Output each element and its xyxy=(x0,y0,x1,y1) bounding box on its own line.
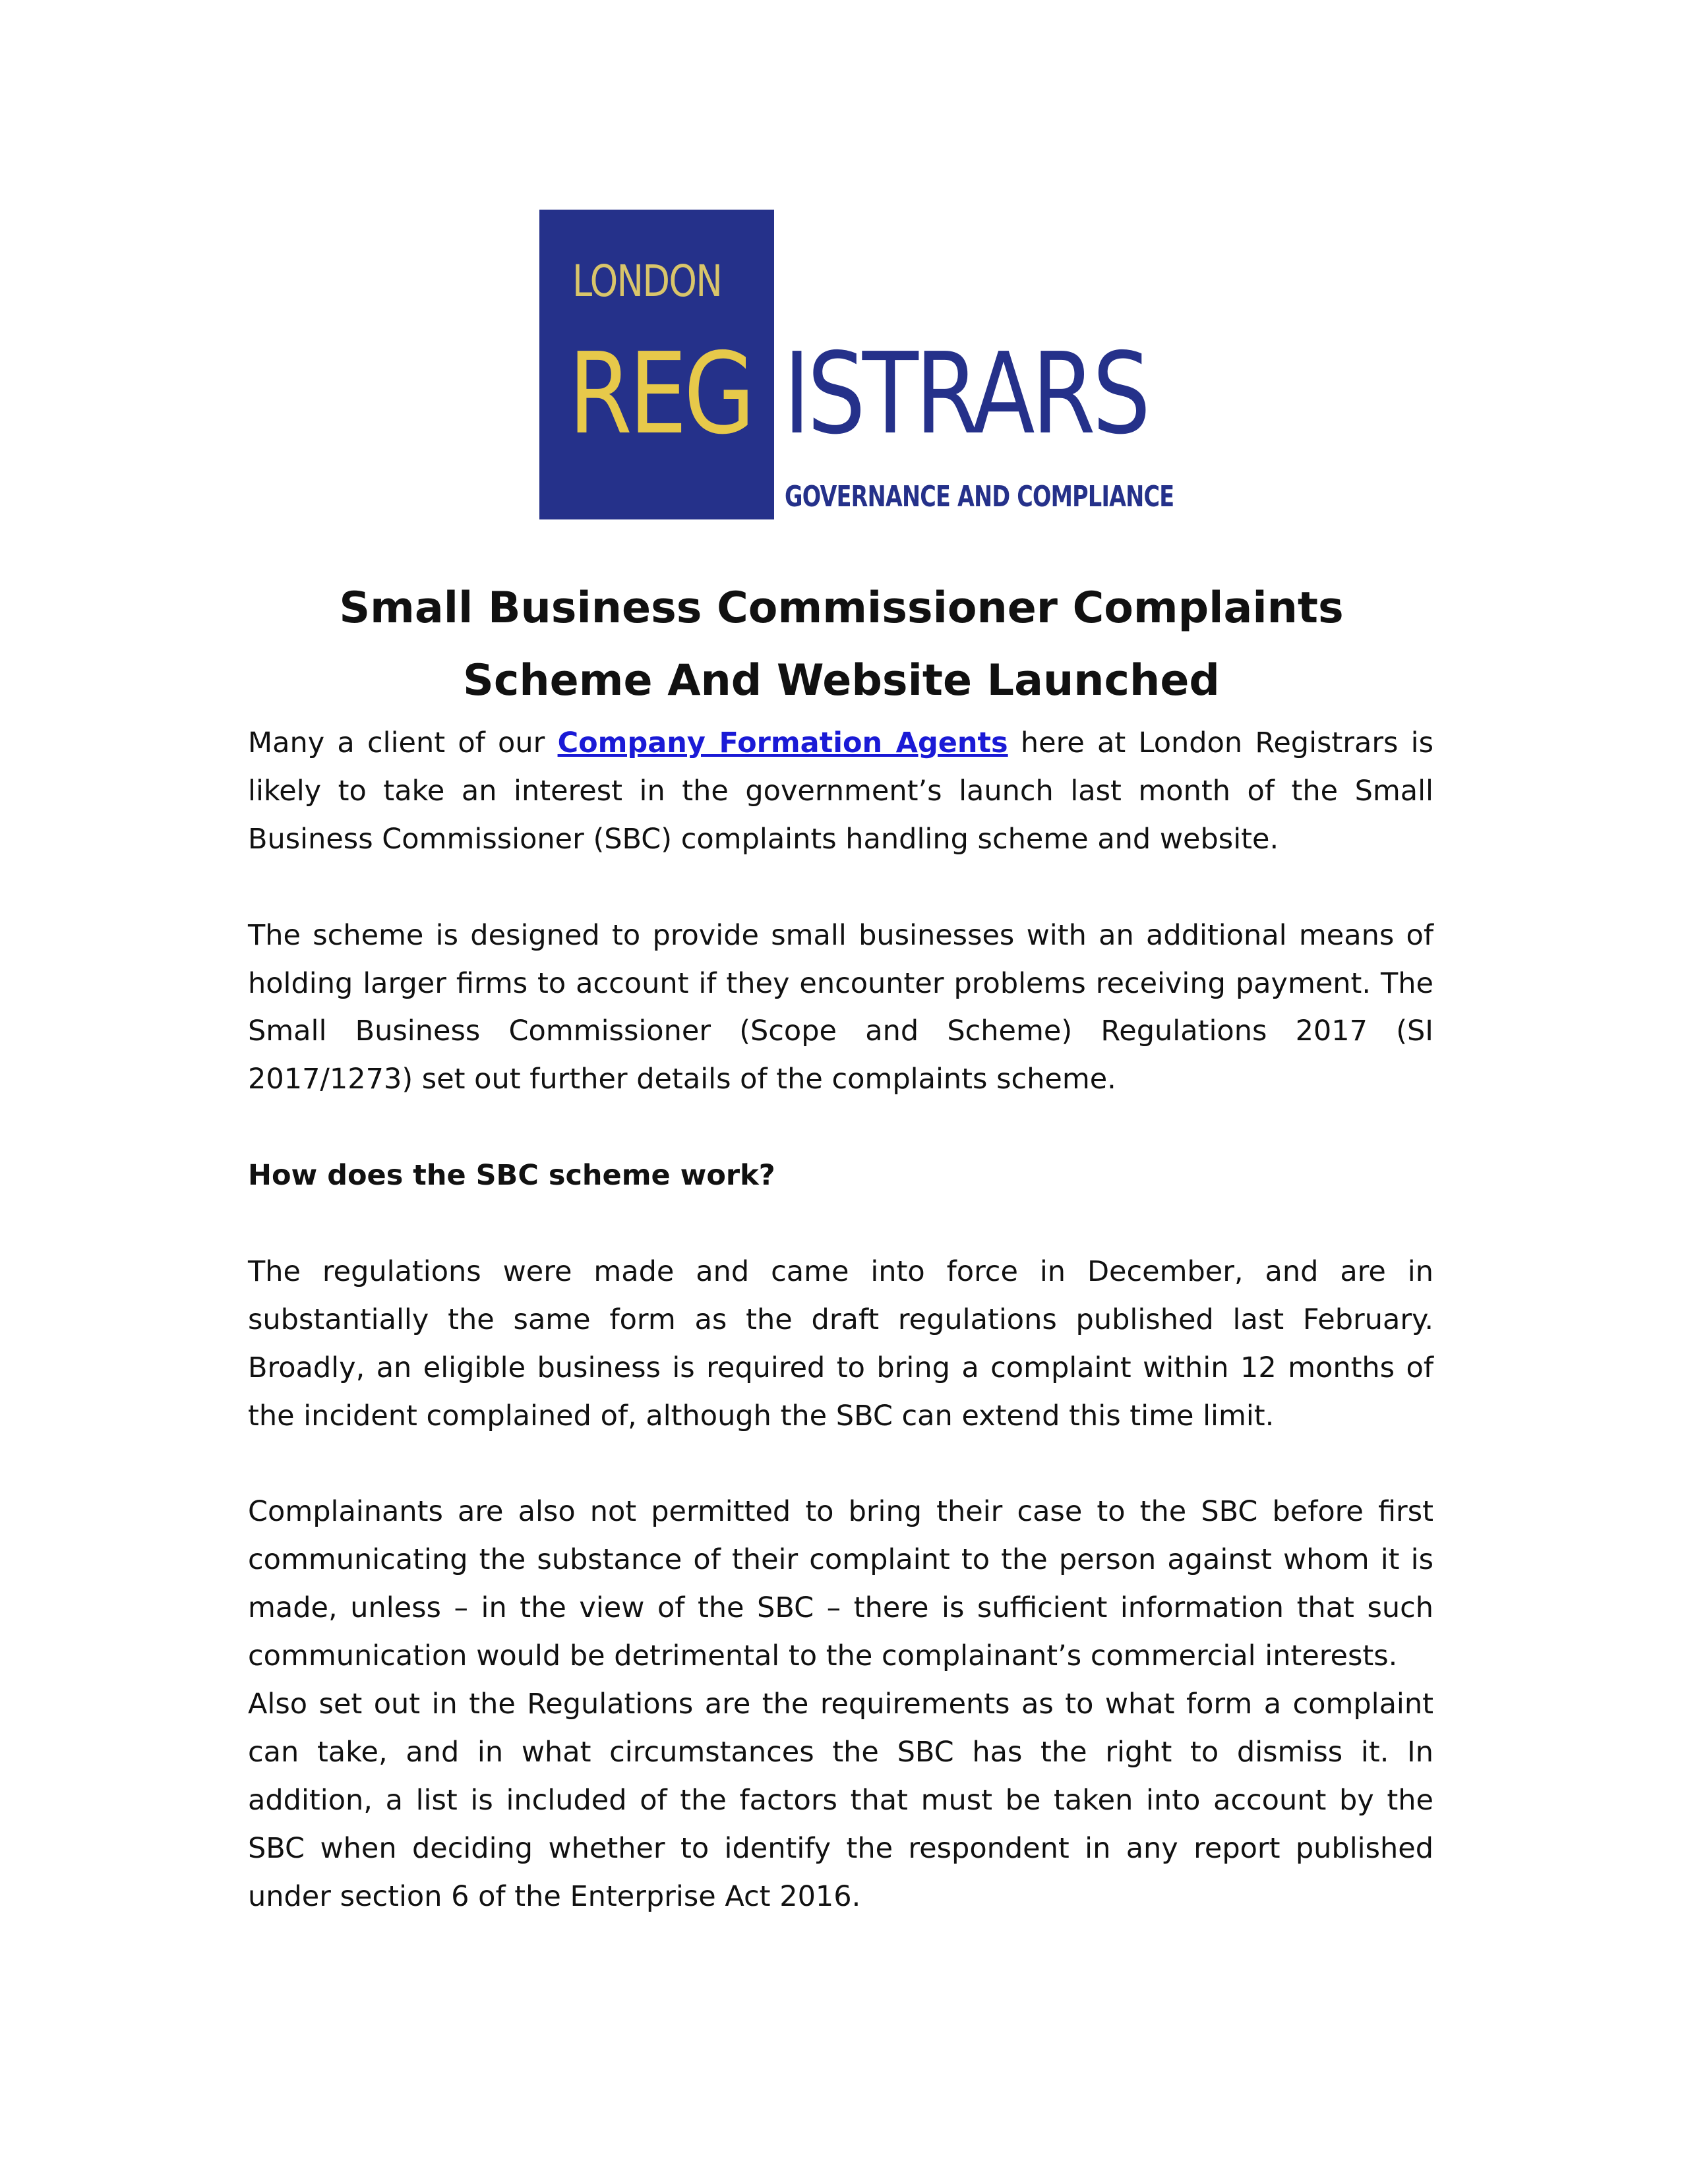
logo-blue-box xyxy=(539,210,774,519)
paragraph-spacer xyxy=(248,864,1433,912)
logo-reg-text: REG xyxy=(568,329,752,459)
company-formation-agents-link[interactable]: Company Formation Agents xyxy=(557,726,1008,759)
regulations-paragraph: The regulations were made and came into force in December, and are in substantially the same form as the draft regulations published last February. Broadly, an eligible business is required to bring a complaint within 12 months of the incident complained of, although the SBC can extend this time limit. xyxy=(248,1254,1433,1432)
intro-text-before-link: Many a client of our xyxy=(248,726,558,759)
intro-paragraph xyxy=(248,719,1433,864)
logo-london-text: LONDON xyxy=(572,256,722,307)
london-registrars-logo xyxy=(539,210,1174,526)
article-body xyxy=(248,719,1433,1921)
complainants-paragraph: Complainants are also not permitted to bring their case to the SBC before first communicating the substance of their complaint to the person against whom it is made, unless – in the view of the SBC – there is sufficient information that such communication would be detrimental to the complainant’s commercial interests. xyxy=(248,1495,1433,1673)
logo-tagline: GOVERNANCE AND COMPLIANCE xyxy=(785,480,1174,514)
requirements-paragraph: Also set out in the Regulations are the requirements as to what form a complaint can take, and in what circumstances the SBC has the right to dismiss it. In addition, a list is included of the factors that must be taken into account by the SBC when deciding whether to identify the respondent in any report published under section 6 of the Enterprise Act 2016. xyxy=(248,1688,1433,1913)
article-title: Small Business Commissioner Complaints Scheme And Website Launched xyxy=(339,583,1344,705)
logo-istrars-text: ISTRARS xyxy=(783,329,1148,459)
paragraph-spacer xyxy=(248,1440,1433,1489)
scheme-paragraph: The scheme is designed to provide small businesses with an additional means of holding larger firms to account if they encounter problems receiving payment. The Small Business Commissioner (Scope and Scheme) Regulations 2017 (SI 2017/1273) set out further details of the complaints scheme. xyxy=(248,918,1433,1096)
paragraph-spacer xyxy=(248,1104,1433,1152)
paragraph-spacer xyxy=(248,1200,1433,1248)
intro-text-after-link: here at London Registrars is likely to take an interest in the government’s launch last month of the Small Business Commissioner (SBC) complaints handling scheme and website. xyxy=(248,726,1434,856)
section-subheading: How does the SBC scheme work? xyxy=(248,1159,775,1193)
